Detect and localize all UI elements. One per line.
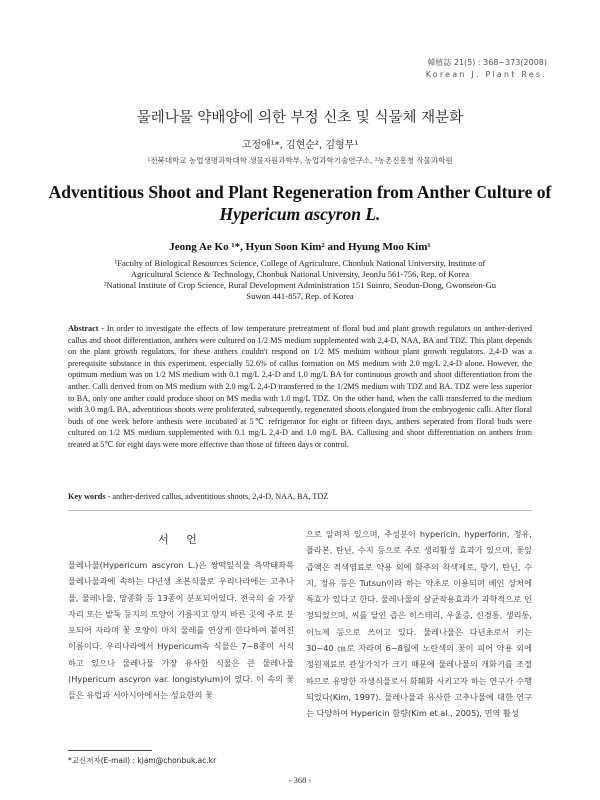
intro-right-column <box>306 526 532 722</box>
english-title-line1: Adventitious Shoot and Plant Regeneration from Anther Culture of <box>48 182 552 202</box>
korean-title: 물레나물 약배양에 의한 부정 신초 및 식물체 재분화 <box>136 110 464 126</box>
affiliation-line: ²National Institute of Crop Science, Rural Development Administration 151 Suinro, Seodun-Dong, Gwonseon-Gu <box>103 280 497 290</box>
intro-paragraph-continued: 으로 알려져 있으며, 주성분이 hypericin, hyperforin, 정유, 플라본, 탄닌, 수지 등으로 주로 생리활성 효과가 있으며, 꽃잎 즙액은 적색염료로 약용 외에 화주의 착색제로, 향기, 탄닌, 수지, 정유 등은 Tutsun이라 하는 약초로 이용되며 베인 상처에 특효가 있다고 한다. 물레나물의 살균작용효과가 과학적으로 인정되었으며, 씨를 달인 즙은 히스테리, 우울증, 신경통, 생리통, 이뇨제 등으로 쓰이고 있다. 물레나물은 다년초로서 키는 30~40 ㎝로 자라며 6~8월에 노란색의 꽃이 피어 약용 외에 정원재료로 관상가치가 크기 때문에 물레나물의 개화기를 조절하므로 유망한 자생식물로서 화훼화 시키고자 하는 연구가 수행되었다(Kim, 1997). 물레나물과 유사한 고추나물에 대한 연구는 다양하여 Hypericin 함량(Kim et al., 2005), 면역 활성 <box>306 529 532 719</box>
journal-citation: 韓植誌 21(5) : 368~373(2008) <box>427 58 547 67</box>
corresponding-author-footnote: *교신저자(E-mail) : kjam@chonbuk.ac.kr <box>68 756 217 765</box>
page-number: - 368 - <box>288 775 312 785</box>
journal-header <box>426 57 547 81</box>
intro-paragraph: 물레나물(Hypericum ascyron L.)은 쌍떡잎식물 측막태좌목 물레나물과에 속하는 다년생 초본식물로 우리나라에는 고추나물, 물레나물, 망종화 등 13종이 분포되어있다. 전국의 숲 가장자리 또는 밭둑 등지의 토양이 기름지고 양지 바른 곳에 주로 분포되어 자라며 꽃 모양이 마치 물레를 연상케 한다하여 붙여진 이름이다. 우리나라에서 Hypericum속 식물은 7~8종이 서식하고 있으나 물레나물 가장 유사한 식물은 큰 물레나물(Hypericum ascyron var. longistylum)이 있다. 이 속의 꽃들은 유럽과 서아시아에서는 성요한의 꽃 <box>68 560 294 701</box>
korean-authors: 고정애¹*, 김현순², 김형무¹ <box>241 140 359 151</box>
english-title-line2: Hypericum ascyron L. <box>219 204 381 224</box>
intro-left-column <box>68 557 294 704</box>
english-affiliation <box>80 258 520 302</box>
intro-heading: 서 언 <box>158 533 204 546</box>
abstract <box>68 323 532 451</box>
footnote-rule <box>68 750 152 751</box>
korean-affiliation: ¹전북대학교 농업생명과학대학 생물자원과학부, 농업과학기술연구소, ²농촌진흥청 작물과학원 <box>147 156 453 165</box>
keywords <box>68 492 532 501</box>
affiliation-line: ¹Faculty of Biological Resources Science, College of Agriculture, Chonbuk National University, Institute of <box>114 258 486 268</box>
keywords-label: Key words - <box>68 492 111 501</box>
section-divider <box>68 510 532 511</box>
affiliation-line: Agricultural Science & Technology, Chonbuk National University, JeonJu 561-756, Rep. of Korea <box>130 269 470 279</box>
abstract-text: In order to investigate the effects of low temperature pretreatment of floral bud and plant growth regulators on anther-derived callus and shoot differentiation, anthers were cultured on 1/2 MS medium supplemented with 2,4-D, NAA, BA and TDZ. This plant depends on the plant growth regulators, for these anthers couldn't respond on 1/2 MS medium without plant growth regulators. 2,4-D was a prerequisite substance in this experiment, especially 52.6% of callus formation on MS medium with 2.0 mg/L 2,4-D alone. However, the optimum medium was on 1/2 MS medium with 0.1 mg/L 2,4-D and 1.0 mg/L BA for continuous growth and shoot differentiation from the anther. Calli derived from on MS medium with 2.0 mg/L 2,4-D transferred to the 1/2MS medium with TDZ and BA. TDZ were less superior to BA, only one anther could produce shoot on MS media with 1.0 mg/L TDZ. On the other hand, when the calli transferred to the medium with 3.0 mg/L BA, adventitious shoots were proliferated, subsequently, regenerated shoots elongated from the embryogenic calli. After floral buds of one week before anthesis were incubated at 5℃ refrigerator for eight or fifteen days, anthers seperated from floral buds were cultured on 1/2 MS medium supplemented with 0.1 mg/L 2,4-D and 1.0 mg/L BA. Callusing and shoot differentiation on anthers from treated at 5℃ for eight days were more effective than those of fifteen days or control. <box>68 324 532 449</box>
affiliation-line: Suwon 441-857, Rep. of Korea <box>246 291 354 301</box>
keywords-text: anther-derived callus, adventitious shoots, 2,4-D, NAA, BA, TDZ <box>110 492 329 501</box>
abstract-label: Abstract - <box>68 324 105 333</box>
journal-name: Korean J. Plant Res. <box>425 70 547 79</box>
english-authors: Jeong Ae Ko ¹*, Hyun Soon Kim² and Hyung Moo Kim¹ <box>169 241 431 253</box>
english-title <box>40 181 560 225</box>
